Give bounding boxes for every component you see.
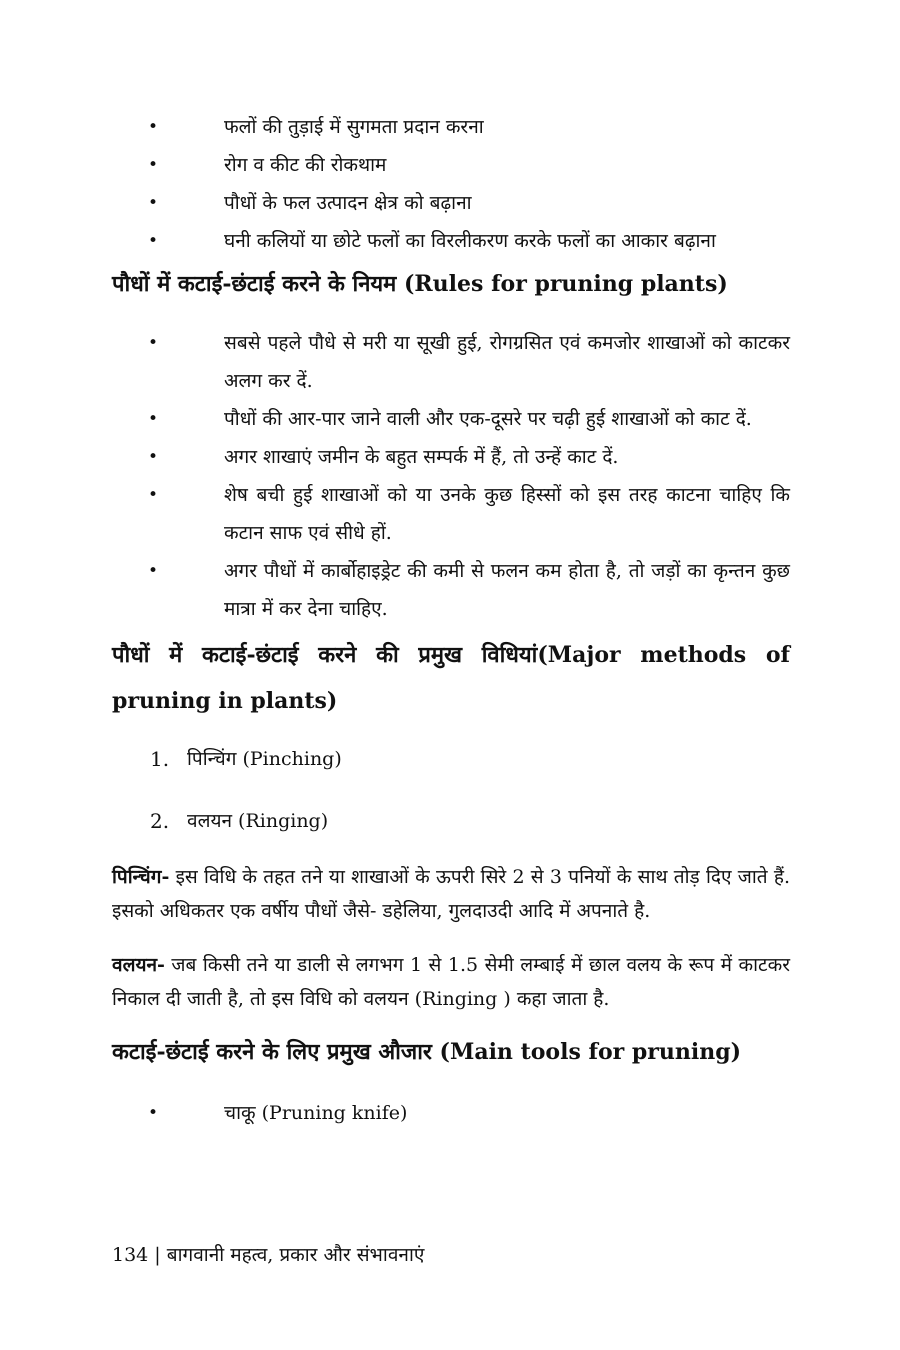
bullet-icon: • — [148, 409, 159, 429]
ringing-paragraph: वलयन- जब किसी तने या डाली से लगभग 1 से 1.5 सेमी लम्बाई में छाल वलय के रूप में काटकर निकाल दी जाती है, तो इस विधि को वलयन (Ringing ) कहा जाता है. — [112, 954, 790, 1010]
ringing-term: वलयन- — [112, 954, 165, 976]
list-item: 2. वलयन (Ringing) — [150, 809, 329, 833]
list-item: • अगर पौधों में कार्बोहाइड्रेट की कमी से फलन कम होता है, तो जड़ों का कृन्तन कुछ मात्रा में कर देना चाहिए. — [112, 552, 790, 628]
list-item: • सबसे पहले पौधे से मरी या सूखी हुई, रोगग्रसित एवं कमजोर शाखाओं को काटकर अलग कर दें. — [112, 324, 790, 400]
page-content — [112, 108, 790, 1132]
page-footer: 134 | बागवानी महत्व, प्रकार और संभावनाएं — [112, 1244, 425, 1266]
list-item: 1. पिन्चिंग (Pinching) — [150, 747, 342, 771]
list-item: • चाकू (Pruning knife) — [112, 1094, 790, 1132]
pinching-paragraph: पिन्चिंग- इस विधि के तहत तने या शाखाओं के ऊपरी सिरे 2 से 3 पनियों के साथ तोड़ दिए जाते हैं. इसको अधिकतर एक वर्षीय पौधों जैसे- डहेलिया, गुलदाउदी आदि में अपनाते है. — [112, 866, 790, 922]
intro-bullet-list — [112, 108, 790, 260]
list-item: • अगर शाखाएं जमीन के बहुत सम्पर्क में हैं, तो उन्हें काट दें. — [112, 438, 790, 476]
list-item: • रोग व कीट की रोकथाम — [112, 146, 790, 184]
list-item: • पौधों की आर-पार जाने वाली और एक-दूसरे पर चढ़ी हुई शाखाओं को काट दें. — [112, 400, 790, 438]
list-item: • फलों की तुड़ाई में सुगमता प्रदान करना — [112, 108, 790, 146]
bullet-icon: • — [148, 193, 159, 213]
pinching-term: पिन्चिंग- — [112, 866, 170, 888]
rules-heading: पौधों में कटाई-छंटाई करने के नियम (Rules for pruning plants) — [112, 271, 728, 297]
bullet-icon: • — [148, 447, 159, 467]
list-item: • पौधों के फल उत्पादन क्षेत्र को बढ़ाना — [112, 184, 790, 222]
methods-list — [112, 728, 790, 852]
bullet-icon: • — [148, 1103, 159, 1123]
bullet-icon: • — [148, 485, 159, 505]
bullet-icon: • — [148, 231, 159, 251]
tools-list — [112, 1094, 790, 1132]
tools-heading: कटाई-छंटाई करने के लिए प्रमुख औजार (Main tools for pruning) — [112, 1039, 741, 1065]
list-item: • घनी कलियों या छोटे फलों का विरलीकरण करके फलों का आकार बढ़ाना — [112, 222, 790, 260]
bullet-icon: • — [148, 117, 159, 137]
list-item: • शेष बची हुई शाखाओं को या उनके कुछ हिस्सों को इस तरह काटना चाहिए कि कटान साफ एवं सीधे हों. — [112, 476, 790, 552]
rules-list — [112, 324, 790, 628]
bullet-icon: • — [148, 561, 159, 581]
bullet-icon: • — [148, 333, 159, 353]
bullet-icon: • — [148, 155, 159, 175]
methods-heading: पौधों में कटाई-छंटाई करने की प्रमुख विधियां(Major methods of pruning in plants) — [112, 642, 790, 714]
